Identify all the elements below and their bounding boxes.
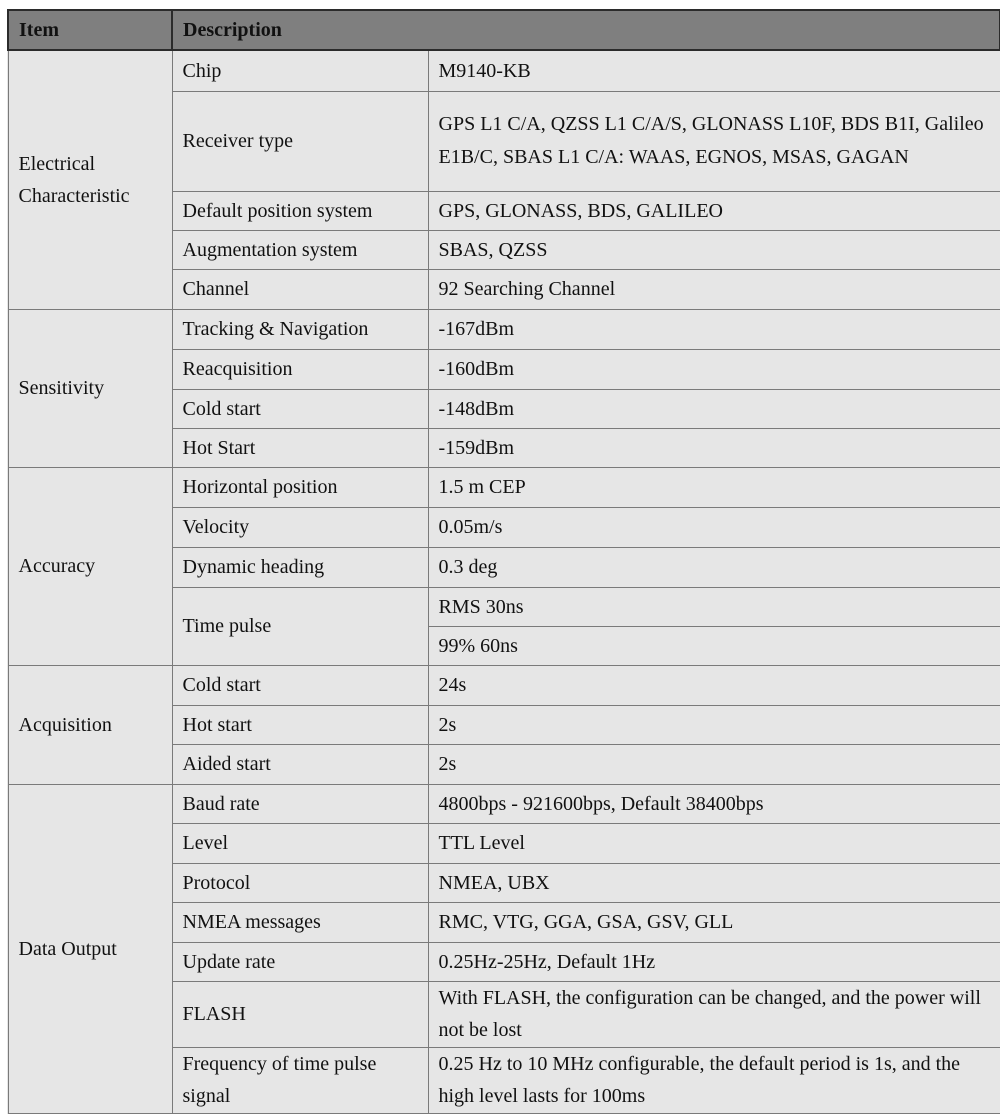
row-value-tracking: -167dBm <box>428 309 1000 349</box>
row-label-acq-hot: Hot start <box>172 705 428 744</box>
row-value-level: TTL Level <box>428 823 1000 863</box>
row-label-sens-cold: Cold start <box>172 389 428 428</box>
group-sensitivity: Sensitivity <box>8 309 172 467</box>
row-label-time-pulse: Time pulse <box>172 587 428 665</box>
row-value-reacquisition: -160dBm <box>428 349 1000 389</box>
row-label-nmea: NMEA messages <box>172 902 428 942</box>
group-accuracy: Accuracy <box>8 467 172 665</box>
row-value-heading: 0.3 deg <box>428 547 1000 587</box>
row-value-receiver-type: GPS L1 C/A, QZSS L1 C/A/S, GLONASS L10F, BDS B1I, Galileo E1B/C, SBAS L1 C/A: WAAS, EGNOS, MSAS, GAGAN <box>428 91 1000 191</box>
row-label-horizontal: Horizontal position <box>172 467 428 507</box>
row-label-receiver-type: Receiver type <box>172 91 428 191</box>
row-label-sens-hot: Hot Start <box>172 428 428 467</box>
row-label-protocol: Protocol <box>172 863 428 902</box>
row-label-baud: Baud rate <box>172 784 428 823</box>
header-item: Item <box>8 10 172 50</box>
row-value-time-pulse-99: 99% 60ns <box>428 626 1000 665</box>
table-row <box>8 784 1000 823</box>
table-row <box>8 665 1000 705</box>
row-value-channel: 92 Searching Channel <box>428 269 1000 309</box>
row-value-acq-hot: 2s <box>428 705 1000 744</box>
row-value-horizontal: 1.5 m CEP <box>428 467 1000 507</box>
row-value-baud: 4800bps - 921600bps, Default 38400bps <box>428 784 1000 823</box>
row-label-chip: Chip <box>172 50 428 91</box>
row-value-sens-cold: -148dBm <box>428 389 1000 428</box>
row-label-augmentation: Augmentation system <box>172 230 428 269</box>
row-label-tracking: Tracking & Navigation <box>172 309 428 349</box>
row-value-default-position: GPS, GLONASS, BDS, GALILEO <box>428 191 1000 230</box>
row-value-time-pulse-rms: RMS 30ns <box>428 587 1000 626</box>
row-value-nmea: RMC, VTG, GGA, GSA, GSV, GLL <box>428 902 1000 942</box>
row-value-update-rate: 0.25Hz-25Hz, Default 1Hz <box>428 942 1000 981</box>
row-label-reacquisition: Reacquisition <box>172 349 428 389</box>
row-label-update-rate: Update rate <box>172 942 428 981</box>
table-row <box>8 467 1000 507</box>
group-acquisition: Acquisition <box>8 665 172 784</box>
row-label-freq-pulse: Frequency of time pulse signal <box>172 1047 428 1113</box>
table-row <box>8 309 1000 349</box>
header-description: Description <box>172 10 1000 50</box>
row-value-velocity: 0.05m/s <box>428 507 1000 547</box>
row-value-protocol: NMEA, UBX <box>428 863 1000 902</box>
row-label-velocity: Velocity <box>172 507 428 547</box>
row-label-flash: FLASH <box>172 981 428 1047</box>
row-value-flash: With FLASH, the configuration can be changed, and the power will not be lost <box>428 981 1000 1047</box>
row-label-acq-cold: Cold start <box>172 665 428 705</box>
table-header-row <box>8 10 1000 50</box>
row-value-acq-aided: 2s <box>428 744 1000 784</box>
table-row <box>8 50 1000 91</box>
row-label-acq-aided: Aided start <box>172 744 428 784</box>
row-label-level: Level <box>172 823 428 863</box>
group-data-output: Data Output <box>8 784 172 1113</box>
row-value-augmentation: SBAS, QZSS <box>428 230 1000 269</box>
row-value-sens-hot: -159dBm <box>428 428 1000 467</box>
row-value-acq-cold: 24s <box>428 665 1000 705</box>
row-value-freq-pulse: 0.25 Hz to 10 MHz configurable, the default period is 1s, and the high level lasts for 100ms <box>428 1047 1000 1113</box>
spec-table <box>7 9 1000 1114</box>
row-value-chip: M9140-KB <box>428 50 1000 91</box>
row-label-default-position: Default position system <box>172 191 428 230</box>
group-electrical: Electrical Characteristic <box>8 50 172 309</box>
row-label-heading: Dynamic heading <box>172 547 428 587</box>
row-label-channel: Channel <box>172 269 428 309</box>
